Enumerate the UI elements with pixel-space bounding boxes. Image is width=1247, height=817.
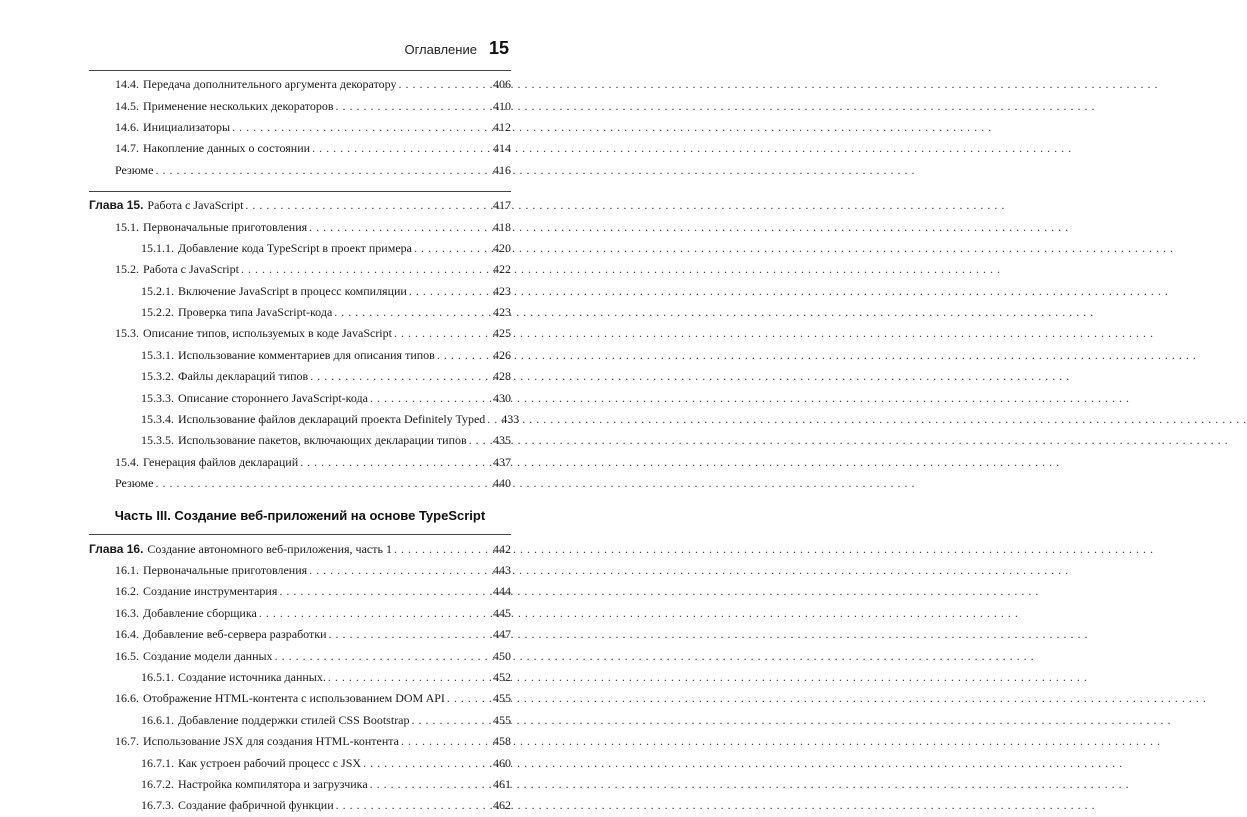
leader-dots <box>487 412 495 427</box>
entry-label <box>115 262 239 277</box>
section-number: 15.3.2. <box>141 369 174 384</box>
section-number: 15.3. <box>115 326 139 341</box>
toc-entry[interactable] <box>89 302 511 323</box>
section-number: 16.7.3. <box>141 798 174 813</box>
leader-dots <box>363 756 487 771</box>
page-ref: 461 <box>493 776 511 791</box>
page-ref: 440 <box>493 476 511 491</box>
leader-dots <box>312 141 487 156</box>
entry-label <box>115 563 307 578</box>
page-ref: 425 <box>493 326 511 341</box>
toc-entry[interactable] <box>89 74 511 95</box>
toc-entry[interactable] <box>89 430 511 451</box>
part-heading: Часть III. Создание веб-приложений на основе TypeScript <box>114 508 486 524</box>
section-number: 15.1.1. <box>141 240 174 255</box>
page-ref: 452 <box>493 669 511 684</box>
section-number: 15.3.4. <box>141 412 174 427</box>
page-ref: 460 <box>493 755 511 770</box>
toc-entry[interactable] <box>89 560 511 581</box>
section-title: Создание фабричной функции <box>178 798 334 813</box>
toc-block-chapter-15-entries <box>89 216 520 494</box>
toc-entry[interactable] <box>89 95 511 116</box>
section-number: 15.3.1. <box>141 347 174 362</box>
page-ref: 430 <box>493 390 511 405</box>
page-ref: 450 <box>493 648 511 663</box>
page-ref: 437 <box>493 454 511 469</box>
section-title: Добавление поддержки стилей CSS Bootstrap <box>178 712 410 727</box>
leader-dots <box>328 670 487 685</box>
section-number: 16.7. <box>115 734 139 749</box>
entry-label <box>141 348 435 363</box>
entry-label <box>115 120 230 135</box>
section-title: Использование комментариев для описания типов <box>178 347 435 362</box>
leader-dots <box>399 77 488 92</box>
leader-dots <box>309 220 487 235</box>
leader-dots <box>232 120 487 135</box>
leader-dots <box>259 606 487 621</box>
page-ref: 412 <box>493 119 511 134</box>
section-title: Применение нескольких декораторов <box>143 98 334 113</box>
entry-label <box>115 649 273 664</box>
toc-entry[interactable] <box>89 731 511 752</box>
toc-entry[interactable] <box>89 345 511 366</box>
toc-entry[interactable] <box>89 710 511 731</box>
section-number: 14.4. <box>115 77 139 92</box>
section-number: 15.3.5. <box>141 433 174 448</box>
leader-dots <box>469 433 487 448</box>
section-number: 16.1. <box>115 563 139 577</box>
toc-entry[interactable] <box>89 387 511 408</box>
toc-block-chapter-15 <box>89 191 520 494</box>
page-ref: 406 <box>493 77 511 92</box>
leader-dots <box>309 563 487 578</box>
section-title: Накопление данных о состоянии <box>143 141 311 156</box>
section-number: 15.1. <box>115 219 139 234</box>
leader-dots <box>412 713 487 728</box>
toc-entry[interactable] <box>89 752 511 773</box>
leader-dots <box>447 691 487 706</box>
page-ref: 458 <box>493 734 511 749</box>
entry-label <box>141 241 412 256</box>
entry-label <box>141 670 326 685</box>
page-ref: 416 <box>493 162 511 177</box>
page-ref: 435 <box>493 433 511 448</box>
section-number: 16.5. <box>115 648 139 663</box>
entry-label <box>115 606 257 621</box>
section-title: Описание типов, используемых в коде JavaScript <box>143 326 392 341</box>
section-number: 14.6. <box>115 119 139 134</box>
toc-entry[interactable] <box>89 452 511 473</box>
page-ref: 455 <box>493 712 511 727</box>
page-ref: 410 <box>493 98 511 113</box>
entry-label <box>141 284 407 299</box>
entry-label <box>141 756 361 771</box>
page-ref: 418 <box>493 219 511 234</box>
section-title: Резюме <box>115 162 154 177</box>
section-number: 14.5. <box>115 98 139 113</box>
page-number: 15 <box>488 38 509 58</box>
entry-label <box>115 163 153 178</box>
entry-label <box>115 326 392 341</box>
section-title: Создание источника данных. <box>178 669 326 684</box>
toc-entry[interactable] <box>89 259 511 280</box>
leader-dots <box>409 284 487 299</box>
section-title: Инициализаторы <box>143 119 231 134</box>
running-head-title: Оглавление <box>404 42 477 57</box>
entry-label <box>141 777 368 792</box>
toc-entry-chapter-15[interactable] <box>89 195 511 216</box>
leader-dots <box>437 348 487 363</box>
page-ref: 428 <box>493 369 511 384</box>
entry-label <box>115 141 310 156</box>
section-title: Файлы деклараций типов <box>178 369 309 384</box>
section-title: Первоначальные приготовления <box>143 219 308 234</box>
toc-entry[interactable] <box>89 366 511 387</box>
entry-label <box>115 220 307 235</box>
page-ref: 420 <box>493 240 511 255</box>
section-title: Работа с JavaScript <box>143 262 239 277</box>
section-number: 16.2. <box>115 584 139 599</box>
entry-label <box>115 734 399 749</box>
leader-dots <box>155 163 487 178</box>
section-number: 16.5.1. <box>141 669 174 684</box>
section-title: Передача дополнительного аргумента декоратору <box>143 77 397 92</box>
section-number: 15.2.1. <box>141 283 174 298</box>
section-number: 16.6.1. <box>141 712 174 727</box>
page-ref: 426 <box>493 347 511 362</box>
entry-label <box>115 455 298 470</box>
toc-entry[interactable] <box>89 688 511 709</box>
section-title: Добавление сборщика <box>143 605 257 620</box>
section-title: Отображение HTML-контента с использованием DOM API <box>143 691 445 706</box>
toc-entry[interactable] <box>89 581 511 602</box>
section-number: 15.2.2. <box>141 305 174 320</box>
page-ref: 442 <box>493 541 511 556</box>
entry-label <box>141 412 485 427</box>
page-ref: 444 <box>493 584 511 599</box>
leader-dots <box>414 241 487 256</box>
entry-label <box>115 99 334 114</box>
section-title: Добавление кода TypeScript в проект примера <box>178 240 412 255</box>
page-ref: 417 <box>493 198 511 213</box>
page-ref: 445 <box>493 605 511 620</box>
toc-entry-summary[interactable] <box>89 160 511 181</box>
section-number: 15.3.3. <box>141 390 174 405</box>
entry-label <box>115 627 327 642</box>
toc-entry[interactable] <box>89 281 511 302</box>
section-title: Использование файлов деклараций проекта Definitely Typed <box>178 412 486 427</box>
toc-block-chapter-16 <box>89 534 511 816</box>
toc-entry[interactable] <box>89 774 511 795</box>
toc-entry[interactable] <box>89 138 511 159</box>
entry-label <box>141 369 308 384</box>
section-number: 16.7.1. <box>141 755 174 770</box>
entry-label <box>115 691 445 706</box>
toc-entry[interactable] <box>89 238 511 259</box>
section-number: 15.4. <box>115 454 139 469</box>
section-title: Резюме <box>115 476 154 491</box>
chapter-title: Создание автономного веб-приложения, часть 1 <box>147 541 392 556</box>
section-title: Проверка типа JavaScript-кода <box>178 305 333 320</box>
leader-dots <box>336 798 487 813</box>
section-title: Создание модели данных <box>143 648 273 663</box>
leader-dots <box>310 369 487 384</box>
section-title: Настройка компилятора и загрузчика <box>178 776 368 791</box>
entry-label <box>141 713 410 728</box>
toc-entry-summary[interactable] <box>89 473 511 494</box>
entry-label <box>115 476 153 491</box>
section-number: 16.6. <box>115 691 139 706</box>
section-title: Добавление веб-сервера разработки <box>143 627 327 642</box>
page-ref: 443 <box>493 563 511 577</box>
leader-dots <box>275 649 487 664</box>
entry-label <box>141 305 332 320</box>
page-ref: 414 <box>493 141 511 156</box>
section-title: Включение JavaScript в процесс компиляции <box>178 283 407 298</box>
chapter-label: Глава 16. <box>89 541 144 556</box>
leader-dots <box>401 734 487 749</box>
toc-entry[interactable] <box>89 117 511 138</box>
leader-dots <box>241 262 487 277</box>
leader-dots <box>336 99 488 114</box>
leader-dots <box>329 627 487 642</box>
chapter-title: Работа с JavaScript <box>147 198 244 213</box>
section-number: 16.7.2. <box>141 776 174 791</box>
section-title: Создание инструментария <box>143 584 278 599</box>
toc-block-chapter-14 <box>89 70 511 181</box>
section-title: Генерация файлов деклараций <box>143 454 299 469</box>
page-ref: 423 <box>493 283 511 298</box>
leader-dots <box>245 198 487 213</box>
running-head <box>404 38 509 59</box>
entry-label <box>141 433 467 448</box>
toc-entry[interactable] <box>89 667 511 688</box>
entry-label <box>141 798 334 813</box>
section-title: Использование JSX для создания HTML-контента <box>143 734 400 749</box>
leader-dots <box>394 542 487 557</box>
toc-entry[interactable] <box>89 603 511 624</box>
section-number: 15.2. <box>115 262 139 277</box>
leader-dots <box>394 326 487 341</box>
page-ref: 455 <box>493 691 511 706</box>
section-title: Описание стороннего JavaScript-кода <box>178 390 368 405</box>
section-number: 16.4. <box>115 627 139 642</box>
leader-dots <box>370 391 487 406</box>
page-ref: 423 <box>493 305 511 320</box>
toc-entry[interactable] <box>89 216 511 237</box>
section-title: Использование пакетов, включающих декларации типов <box>178 433 467 448</box>
leader-dots <box>300 455 487 470</box>
section-number: 16.3. <box>115 605 139 620</box>
entry-label <box>115 584 277 599</box>
leader-dots <box>334 305 487 320</box>
entry-label <box>115 77 397 92</box>
page-ref: 422 <box>493 262 511 277</box>
leader-dots <box>279 584 487 599</box>
page-ref: 462 <box>493 798 511 813</box>
section-title: Как устроен рабочий процесс с JSX <box>178 755 362 770</box>
leader-dots <box>155 476 487 491</box>
chapter-label: Глава 15. <box>89 198 144 213</box>
table-of-contents <box>89 70 520 817</box>
toc-entry[interactable] <box>89 795 511 816</box>
toc-entry[interactable] <box>89 323 511 344</box>
toc-entry[interactable] <box>89 645 511 666</box>
toc-entry-chapter-16[interactable] <box>89 538 511 559</box>
toc-entry[interactable] <box>89 409 520 430</box>
page-ref: 433 <box>501 412 520 427</box>
toc-entry[interactable] <box>89 624 511 645</box>
entry-label <box>141 391 368 406</box>
page-ref: 447 <box>493 627 511 642</box>
toc-block-chapter-16-entries <box>89 560 511 817</box>
section-title: Первоначальные приготовления <box>143 563 308 577</box>
section-number: 14.7. <box>115 141 139 156</box>
leader-dots <box>370 777 487 792</box>
